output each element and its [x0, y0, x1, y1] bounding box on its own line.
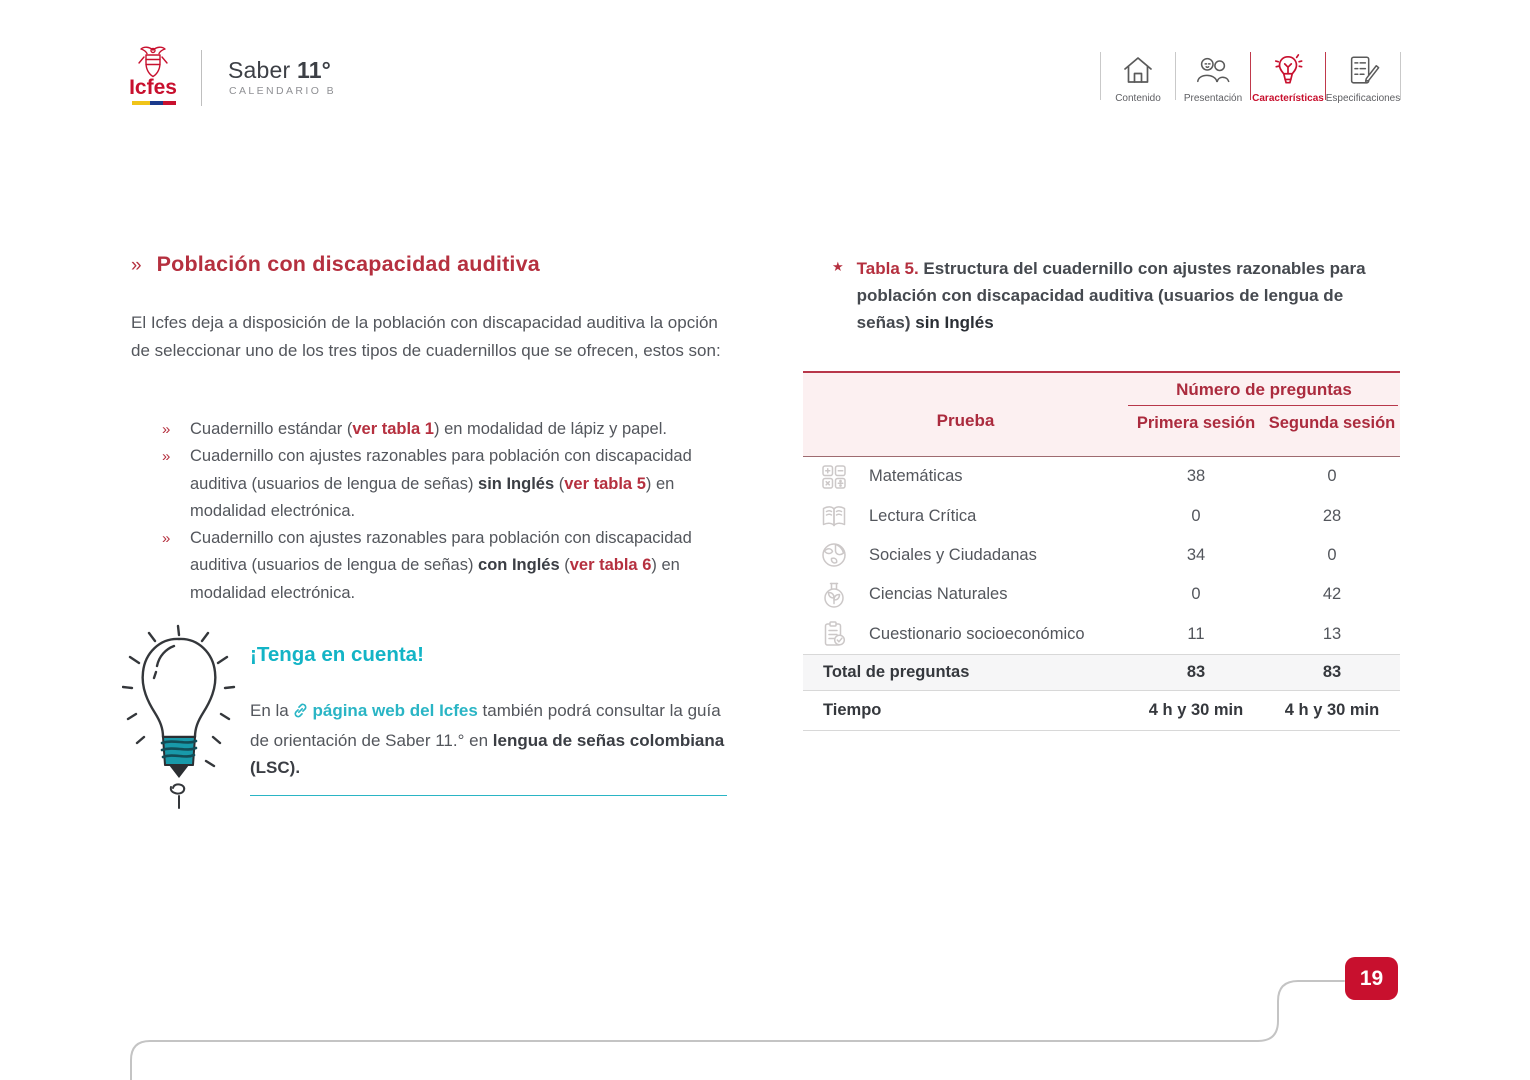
inline-link[interactable]: Tabla 5. — [856, 259, 919, 278]
text-segment: Estructura del cuadernillo con ajustes razonables para población con discapacidad auditiva (usuarios de lengua de señas) — [856, 259, 1366, 332]
text-segment: sin Inglés — [478, 474, 555, 493]
row-primera-value: 11 — [1187, 624, 1205, 643]
callout-underline — [250, 795, 727, 796]
total-primera: 83 — [1186, 662, 1206, 681]
clipboard-check-icon — [820, 620, 848, 648]
row-label: Ciencias Naturales — [869, 585, 1008, 604]
math-operations-icon — [820, 463, 848, 491]
row-label: Cuestionario socioeconómico — [869, 624, 1085, 643]
row-segunda-value: 0 — [1327, 467, 1337, 486]
row-primera-value: 38 — [1186, 467, 1206, 486]
page-title: Población con discapacidad auditiva — [156, 252, 540, 276]
tiempo-segunda: 4 h y 30 min — [1284, 700, 1380, 719]
bullet-item — [162, 416, 710, 443]
table-row — [803, 496, 1400, 535]
nav-label: Presentación — [1183, 93, 1243, 104]
bullet-text — [190, 416, 710, 443]
table-row — [803, 575, 1400, 614]
lightbulb-icon — [1272, 50, 1304, 90]
total-label: Total de preguntas — [823, 662, 970, 681]
inline-link[interactable]: página web del Icfes — [312, 701, 478, 720]
row-label: Matemáticas — [869, 467, 963, 486]
globe-icon — [820, 541, 848, 569]
text-segment: En la — [250, 701, 294, 720]
row-primera-value: 34 — [1186, 545, 1206, 564]
text-segment: Cuadernillo con ajustes razonables para población con discapacidad auditiva (usuarios de lengua de señas) — [190, 447, 692, 493]
checklist-pencil-icon — [1345, 50, 1381, 90]
bullet-text — [190, 525, 710, 607]
intro-paragraph: El Icfes deja a disposición de la población con discapacidad auditiva la opción de seleccionar uno de los tres tipos de cuadernillos que se ofrecen, estos son: — [131, 313, 721, 360]
table-tiempo-row — [803, 691, 1400, 731]
inline-link[interactable]: ver tabla 5 — [564, 474, 646, 493]
home-icon — [1121, 50, 1155, 90]
text-segment: ) en modalidad de lápiz y papel. — [433, 420, 667, 438]
tiempo-primera: 4 h y 30 min — [1148, 700, 1244, 719]
row-segunda-value: 42 — [1322, 585, 1342, 604]
table-caption — [832, 255, 1385, 336]
bullet-item — [162, 443, 710, 525]
column-group-underline — [1128, 405, 1398, 406]
section-heading — [131, 252, 540, 277]
row-primera-value: 0 — [1191, 585, 1201, 604]
colombia-flag-bar — [132, 101, 176, 105]
page-number-badge: 19 — [1345, 957, 1398, 1000]
table-body — [803, 457, 1400, 654]
doc-title — [228, 57, 331, 84]
nav-item-caracteristicas[interactable] — [1251, 50, 1325, 104]
table-row — [803, 615, 1400, 654]
logo-divider — [201, 50, 202, 106]
bullet-chevron: » — [162, 421, 171, 438]
bullet-chevron: » — [162, 448, 171, 466]
text-segment: ( — [559, 556, 570, 575]
table-row — [803, 457, 1400, 496]
nav-label: Contenido — [1115, 93, 1161, 104]
table-total-row — [803, 654, 1400, 691]
column-group-header: Número de preguntas — [1176, 380, 1352, 399]
text-segment: también podrá consultar la guía de orientación de Saber 11.° en — [250, 701, 721, 750]
link-icon — [293, 699, 308, 727]
text-segment: Cuadernillo con ajustes razonables para población con discapacidad auditiva (usuarios de lengua de señas) — [190, 529, 692, 575]
bullet-chevron: » — [162, 530, 171, 548]
table-row — [803, 536, 1400, 575]
column-header-prueba: Prueba — [936, 411, 995, 430]
flask-plant-icon — [820, 581, 848, 609]
row-label: Sociales y Ciudadanas — [869, 545, 1037, 564]
column-header-segunda: Segunda sesión — [1268, 414, 1396, 432]
doc-title-bold: 11° — [296, 57, 332, 83]
nav-divider — [1400, 52, 1401, 100]
text-segment: lengua de señas colombiana (LSC). — [250, 730, 725, 777]
bullet-item — [162, 525, 710, 607]
table-5 — [803, 371, 1400, 731]
row-label: Lectura Crítica — [869, 506, 977, 525]
callout-text — [250, 697, 732, 782]
nav-item-presentacion[interactable] — [1176, 50, 1250, 104]
row-primera-value: 0 — [1191, 506, 1201, 525]
inline-link[interactable]: ver tabla 6 — [569, 556, 652, 575]
lightbulb-illustration-icon — [122, 624, 236, 810]
books-icon — [820, 502, 848, 530]
top-nav — [1100, 50, 1401, 104]
text-segment: ) en modalidad electrónica. — [190, 556, 680, 602]
text-segment: ( — [554, 474, 565, 493]
row-segunda-value: 13 — [1322, 624, 1342, 643]
nav-item-contenido[interactable] — [1101, 50, 1175, 104]
inline-link[interactable]: ver tabla 1 — [352, 420, 434, 438]
total-segunda: 83 — [1322, 662, 1342, 681]
bullet-text — [190, 443, 710, 525]
doc-subtitle: CALENDARIO B — [229, 85, 336, 97]
doc-title-regular: Saber — [228, 57, 297, 83]
text-segment: sin Inglés — [915, 313, 994, 332]
callout-title: ¡Tenga en cuenta! — [250, 643, 424, 666]
nav-label: Especificaciones — [1325, 93, 1401, 104]
row-segunda-value: 28 — [1322, 506, 1342, 525]
table-caption-text — [857, 255, 1385, 336]
text-segment: con Inglés — [478, 556, 560, 575]
row-segunda-value: 0 — [1327, 545, 1337, 564]
column-header-primera: Primera sesión — [1136, 414, 1256, 432]
text-segment: ) en modalidad electrónica. — [190, 474, 675, 520]
people-icon — [1194, 50, 1232, 90]
tiempo-label: Tiempo — [823, 700, 882, 719]
heading-chevron: » — [131, 255, 142, 276]
icfes-logo-text: Icfes — [129, 76, 177, 99]
nav-label: Características — [1252, 93, 1324, 104]
bullet-list — [162, 416, 710, 607]
text-segment: Cuadernillo estándar ( — [190, 420, 353, 438]
star-icon: ★ — [832, 259, 844, 274]
table-header — [803, 371, 1400, 457]
nav-item-especificaciones[interactable] — [1326, 50, 1400, 104]
